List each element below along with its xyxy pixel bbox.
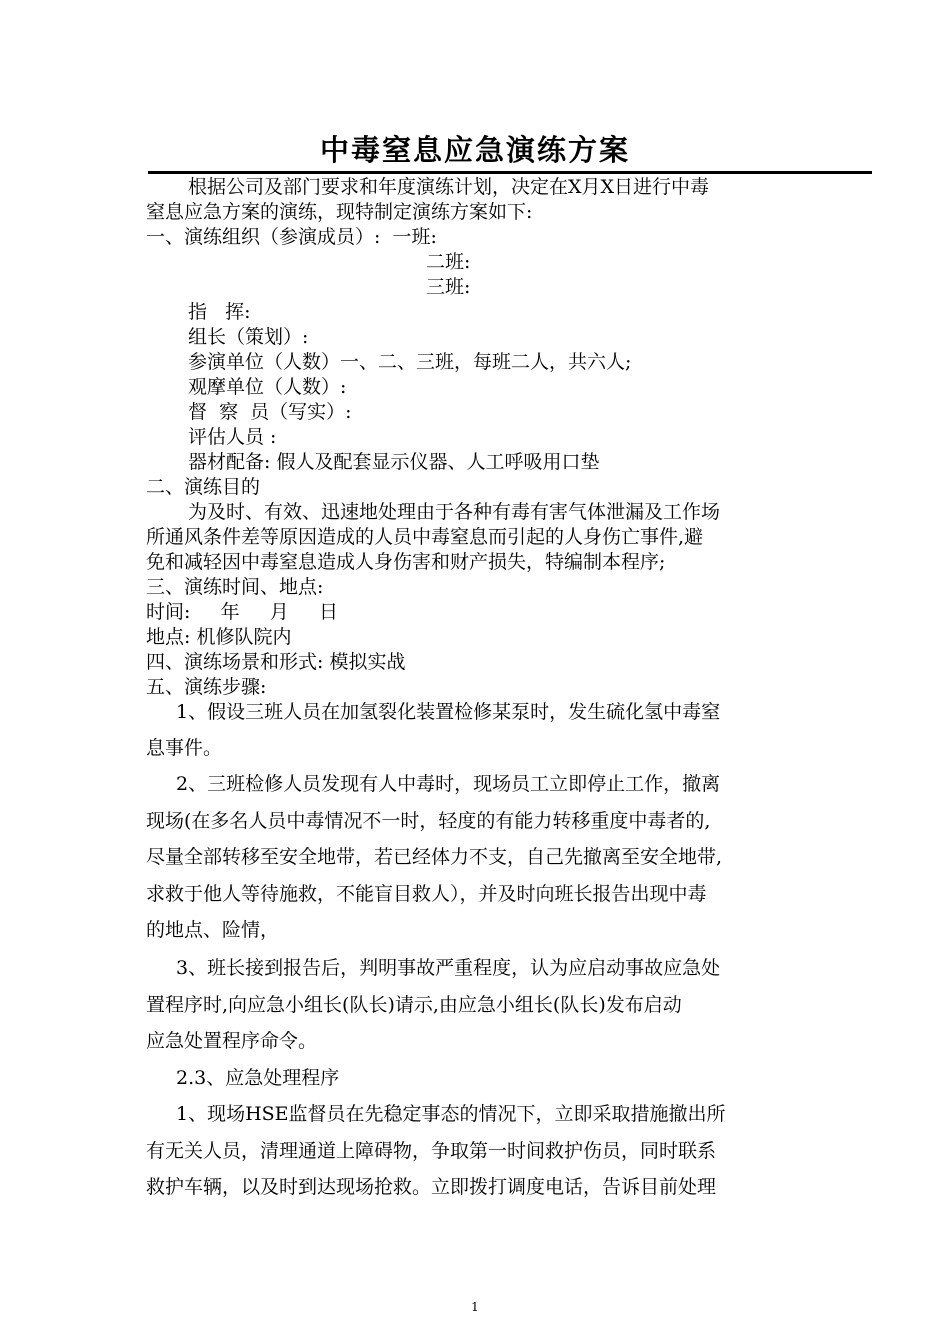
section-heading: 五、演练步骤: bbox=[146, 676, 267, 698]
body-line: 有无关人员，清理通道上障碍物，争取第一时间救护伤员，同时联系 bbox=[146, 1140, 717, 1162]
body-line: 评估人员 : bbox=[188, 426, 277, 448]
body-line: 观摩单位（人数）: bbox=[188, 376, 347, 398]
body-line: 时间: 年 月 日 bbox=[146, 601, 338, 623]
body-line: 救护车辆，以及时到达现场抢救。立即拨打调度电话，告诉目前处理 bbox=[146, 1176, 717, 1198]
body-line: 地点: 机修队院内 bbox=[146, 626, 292, 648]
section-heading: 二、演练目的 bbox=[146, 476, 261, 498]
body-line: 3、班长接到报告后，判明事故严重程度，认为应启动事故应急处 bbox=[176, 957, 721, 979]
body-line: 免和减轻因中毒窒息造成人身伤害和财产损失，特编制本程序; bbox=[146, 551, 666, 573]
body-line: 二班: bbox=[426, 251, 471, 273]
body-line: 置程序时,向应急小组长(队长)请示,由应急小组长(队长)发布启动 bbox=[146, 994, 682, 1016]
body-line: 所通风条件差等原因造成的人员中毒窒息而引起的人身伤亡事件,避 bbox=[146, 526, 704, 548]
body-line: 为及时、有效、迅速地处理由于各种有毒有害气体泄漏及工作场 bbox=[188, 501, 721, 523]
body-line: 窒息应急方案的演练，现特制定演练方案如下: bbox=[146, 201, 533, 223]
body-line: 参演单位（人数）一、二、三班，每班二人，共六人; bbox=[188, 351, 632, 373]
section-heading: 三、演练时间、地点: bbox=[146, 576, 324, 598]
body-line: 根据公司及部门要求和年度演练计划，决定在X月X日进行中毒 bbox=[188, 176, 710, 198]
body-line: 1、现场HSE监督员在先稳定事态的情况下，立即采取措施撤出所 bbox=[176, 1103, 726, 1125]
page-number: 1 bbox=[471, 1300, 479, 1314]
body-line: 应急处置程序命令。 bbox=[146, 1030, 318, 1052]
body-line: 三班: bbox=[426, 276, 471, 298]
body-line: 息事件。 bbox=[146, 737, 223, 759]
body-line: 的地点、险情， bbox=[146, 919, 280, 941]
section-heading: 2.3、应急处理程序 bbox=[176, 1067, 340, 1089]
body-line: 求救于他人等待施救，不能盲目救人），并及时向班长报告出现中毒 bbox=[146, 883, 707, 905]
body-line: 督 察 员（写实）: bbox=[188, 401, 352, 423]
body-line: 器材配备: 假人及配套显示仪器、人工呼吸用口垫 bbox=[188, 451, 600, 473]
page-title: 中毒窒息应急演练方案 bbox=[319, 133, 630, 167]
section-heading: 一、演练组织（参演成员）: 一班: bbox=[146, 226, 437, 248]
title-divider bbox=[148, 171, 872, 174]
body-line: 1、假设三班人员在加氢裂化装置检修某泵时，发生硫化氢中毒窒 bbox=[176, 701, 721, 723]
section-heading: 四、演练场景和形式: 模拟实战 bbox=[146, 651, 406, 673]
body-line: 指 挥: bbox=[188, 301, 251, 323]
body-line: 2、三班检修人员发现有人中毒时，现场员工立即停止工作，撤离 bbox=[176, 773, 721, 795]
body-line: 现场(在多名人员中毒情况不一时，轻度的有能力转移重度中毒者的, bbox=[146, 810, 711, 832]
body-line: 尽量全部转移至安全地带，若已经体力不支，自己先撤离至安全地带, bbox=[146, 846, 723, 868]
body-line: 组长（策划）: bbox=[188, 326, 309, 348]
